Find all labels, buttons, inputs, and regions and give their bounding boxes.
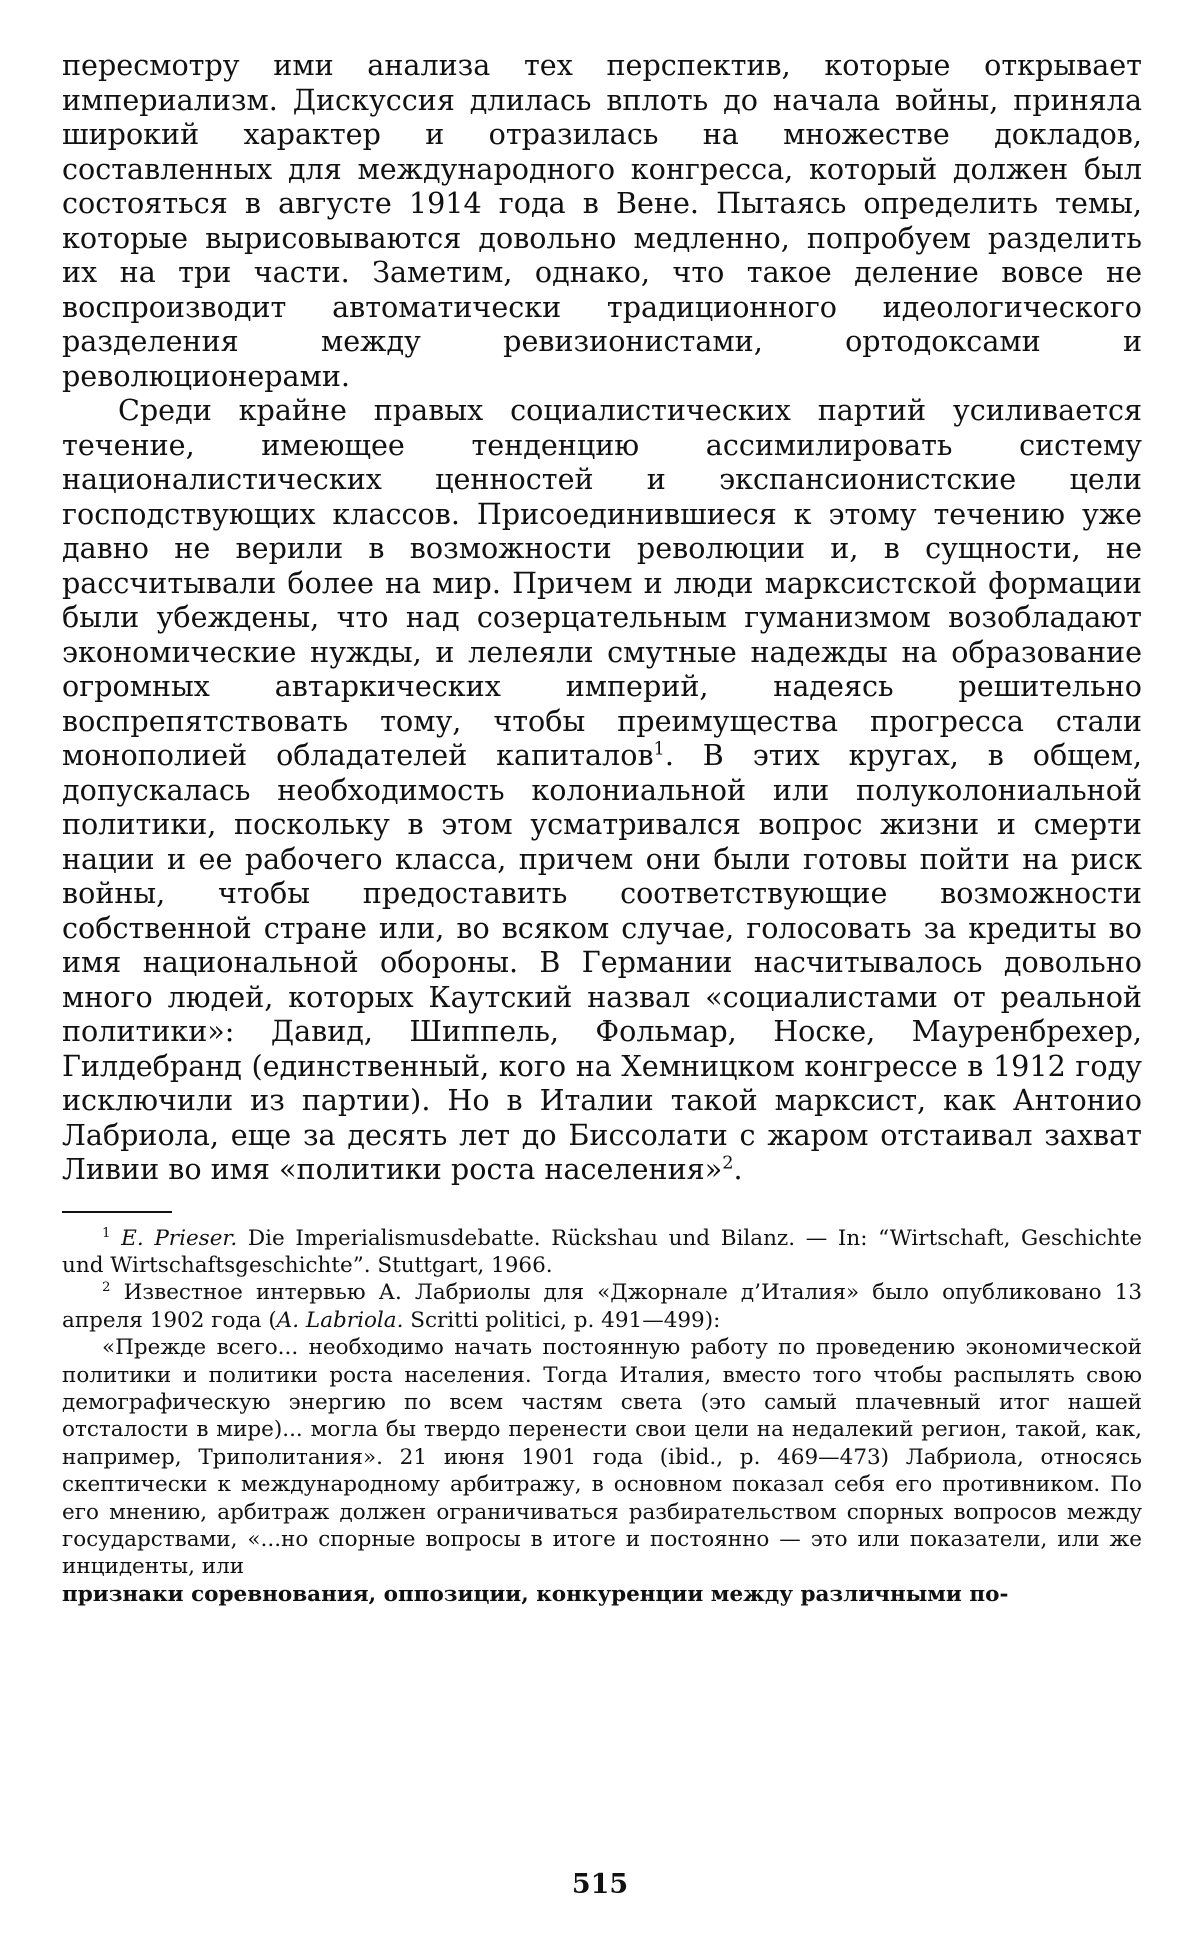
footnote-2 — [62, 1279, 1142, 1334]
footnote-1-text: Die Imperialismusdebatte. Rückshau und Bilanz. — In: “Wirtschaft, Geschichte und Wirtschaftsgeschichte”. Stuttgart, 1966. — [62, 1225, 1142, 1278]
footnote-2-last-line: признаки соревнования, оппозиции, конкуренции между различными по- — [62, 1581, 1009, 1607]
paragraph-2-part-a: Среди крайне правых социалистических партий усиливается течение, имеющее тенденцию ассимилировать систему националистических ценностей и экспансионистские цели господствующих классов. Присоединившиеся к этому течению уже давно не верили в возможности революции и, в сущности, не рассчитывали более на мир. Причем и люди марксистской формации были убеждены, что над созерцательным гуманизмом возобладают экономические нужды, и лелеяли смутные надежды на образование огромных автаркических империй, надеясь решительно воспрепятствовать тому, чтобы преимущества прогресса стали монополией обладателей капиталов — [62, 393, 1142, 772]
footnote-divider — [62, 1211, 172, 1213]
footnote-1-author: E. Prieser. — [121, 1225, 238, 1251]
footnote-1 — [62, 1225, 1142, 1280]
paragraph-2-part-b: . В этих кругах, в общем, допускалась необходимость колониальной или полуколониальной политики, поскольку в этом усматривался вопрос жизни и смерти нации и ее рабочего класса, причем они были готовы пойти на риск войны, чтобы предоставить соответствующие возможности собственной стране или, во всяком случае, голосовать за кредиты во имя национальной обороны. В Германии насчитывалось довольно много людей, которых Каутский назвал «социалистами от реальной политики»: Давид, Шиппель, Фольмар, Носке, Мауренбрехер, Гилдебранд (единственный, кого на Хемницком конгрессе в 1912 году исключили из партии). Но в Италии такой марксист, как Антонио Лабриола, еще за десять лет до Биссолати с жаром отстаивал захват Ливии во имя «политики роста населения» — [62, 738, 1142, 1186]
page-number: 515 — [571, 1869, 629, 1900]
footnote-2-mark: 2 — [102, 1280, 111, 1296]
paragraph-2-end: . — [733, 1152, 743, 1186]
footnote-2-text-b: Scritti politici, p. 491—499): — [403, 1307, 721, 1333]
footnote-2-text-a: Известное интервью А. Лабриолы для «Джорнале д’Италия» было опубликовано 13 апреля 1902 года ( — [62, 1280, 1142, 1333]
footnote-ref-1: 1 — [653, 739, 665, 760]
paragraph-1: пересмотру ими анализа тех перспектив, которые открывает империализм. Дискуссия длилась вплоть до начала войны, приняла широкий характер и отразилась на множестве докладов, составленных для международного конгресса, который должен был состояться в августе 1914 года в Вене. Пытаясь определить темы, которые вырисовываются довольно медленно, попробуем разделить их на три части. Заметим, однако, что такое деление вовсе не воспроизводит автоматически традиционного идеологического разделения между ревизионистами, ортодоксами и революционерами. — [62, 48, 1142, 393]
footnote-1-mark: 1 — [102, 1225, 111, 1241]
footnote-ref-2: 2 — [722, 1153, 734, 1174]
page-content — [62, 48, 1142, 1608]
paragraph-2 — [62, 393, 1142, 1187]
footnotes — [62, 1225, 1142, 1609]
main-text — [62, 48, 1142, 1187]
footnote-2-author: A. Labriola. — [276, 1307, 404, 1333]
footnote-2-quote: «Прежде всего... необходимо начать постоянную работу по проведению экономической политики и политики роста населения. Тогда Италия, вместо того чтобы распылять свою демографическую энергию по всем частям света (это самый плачевный итог нашей отсталости в мире)... могла бы твердо перенести свои цели на недалекий регион, такой, как, например, Триполитания». 21 июня 1901 года (ibid., p. 469—473) Лабриола, относясь скептически к международному арбитражу, в основном показал себя его противником. По его мнению, арбитраж должен ограничиваться разбирательством спорных вопросов между государствами, «...но спорные вопросы в итоге и постоянно — это или показатели, или же инциденты, или — [62, 1335, 1142, 1580]
